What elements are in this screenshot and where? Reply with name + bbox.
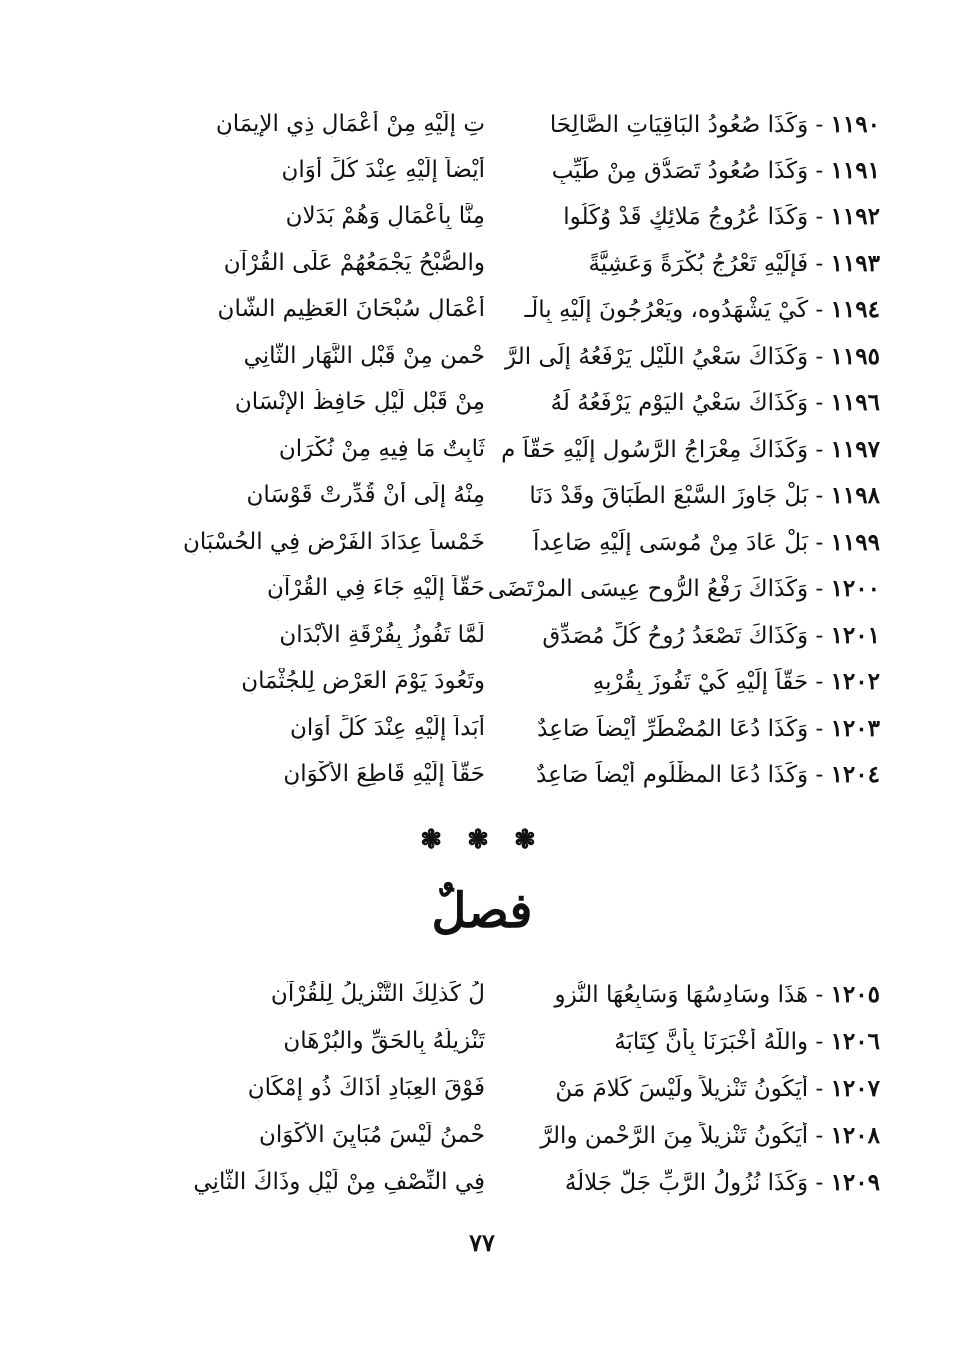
- verse-1202: ١٢٠٢ - حَقّاً إِلَيْهِ كَيْ تَفُوزَ بِقُرْبِهِ وتَعُودَ يَوْمَ العَرْضِ لِلجُثْمَانِ: [241, 667, 880, 695]
- verse-1195: ١١٩٥ - وَكَذَاكَ سَعْيُ اللَّيْلِ يَرْفَعُهُ إِلَى الرَّ حْمنِ مِنْ قَبْلِ النَّهَارِ الثَّانِي: [243, 342, 880, 370]
- section-heading: فصلٌ: [431, 883, 533, 939]
- verse-1201: ١٢٠١ - وَكَذَاكَ تَصْعَدُ رُوحُ كُلِّ مُصَدِّقٍ لَمَّا تَفُوزُ بِفُرْقَةِ الأَبْدَانِ: [279, 621, 880, 649]
- verse-1205: ١٢٠٥ - هَذَا وسَادِسُهَا وَسَابِعُهَا النُّزو لُ كَذلِكَ التَّنْزِيلُ لِلْقُرْآنِ: [270, 980, 880, 1008]
- page-number: ٧٧: [469, 1228, 495, 1257]
- verse-1191: ١١٩١ - وَكَذَا صُعُودُ تَصَدُّقٍ مِنْ طَيِّبٍ أَيْضاً إِلَيْهِ عِنْدَ كُلِّ أَوَانِ: [281, 156, 880, 184]
- verse-1199: ١١٩٩ - بَلْ عَادَ مِنْ مُوسَى إِلَيْهِ صَاعِداً خَمْساً عِدَادَ الفَرْضِ فِي الحُسْبَانِ: [182, 528, 880, 556]
- verse-1200: ١٢٠٠ - وَكَذَاكَ رَفْعُ الرُّوحِ عِيسَى المرْتَضَى حَقّاً إِلَيْهِ جَاءَ فِي القُرْآنِ: [267, 574, 880, 602]
- verse-1193: ١١٩٣ - فَإِلَيْهِ تَعْرُجُ بُكْرَةً وَعَشِيَّةً والصُّبْحُ يَجْمَعُهُمْ عَلَى القُرْآنِ: [223, 249, 880, 277]
- verse-1203: ١٢٠٣ - وَكَذَا دُعَا المُضْطَرِّ أَيْضاً صَاعِدٌ أَبَداً إِلَيْهِ عِنْدَ كُلِّ أَوَانِ: [289, 714, 880, 742]
- section-separator: ❃ ❃ ❃: [420, 825, 544, 855]
- verse-1192: ١١٩٢ - وَكَذَا عُرُوجُ مَلائِكٍ قَدْ وُكِّلُوا مِنَّا بِأَعْمَالٍ وَهُمْ بَدَلانِ: [285, 202, 880, 230]
- verse-1209: ١٢٠٩ - وَكَذَا نُزُولُ الرَّبِّ جَلَّ جَلالُهُ فِي النِّصْفِ مِنْ لَيْلٍ وذَاكَ الثَّانِي: [193, 1168, 880, 1196]
- verse-1198: ١١٩٨ - بَلْ جَاوزَ السَّبْعَ الطِّبَاقَ وقَدْ دَنَا مِنْهُ إِلَى أَنْ قُدِّرتْ قَوْسَانِ: [246, 481, 880, 509]
- verse-1196: ١١٩٦ - وَكَذَاكَ سَعْيُ اليَوْمِ يَرْفَعُهُ لَهُ مِنْ قَبْلِ لَيْلٍ حَافِظُ الإِنْسَانِ: [234, 388, 880, 416]
- verse-1197: ١١٩٧ - وَكَذَاكَ مِعْرَاجُ الرَّسُولِ إِلَيْهِ حَقّاً م ثَابِتٌ مَا فِيهِ مِنْ نُكْرَانِ: [278, 435, 880, 463]
- verse-1204: ١٢٠٤ - وَكَذَا دُعَا المظْلُومِ أَيْضاً صَاعِدٌ حَقّاً إِلَيْهِ قَاطِعَ الأَكْوَانِ: [283, 760, 880, 788]
- verse-1194: ١١٩٤ - كَيْ يَشْهَدُوه، ويَعْرُجُونَ إِلَيْهِ بِالْـ أَعْمَالِ سُبْحَانَ العَظِيمِ الشَّانِ: [217, 295, 880, 323]
- verse-1190: ١١٩٠ - وَكَذَا صُعُودُ البَاقِيَاتِ الصَّالِحَا تِ إِلَيْهِ مِنْ أَعْمَالِ ذِي الإِيمَانِ: [215, 110, 880, 138]
- verse-1206: ١٢٠٦ - واللَّهُ أَخْبَرَنَا بِأَنَّ كِتَابَهُ تَنْزِيلُهُ بِالحَقِّ والبُرْهَانِ: [283, 1027, 880, 1055]
- verse-1207: ١٢٠٧ - أَيَكُونُ تَنْزِيلاً ولَيْسَ كَلامَ مَنْ فَوْقَ العِبَادِ أَذَاكَ ذُو إِمْكَانِ: [247, 1074, 880, 1102]
- verse-1208: ١٢٠٨ - أَيَكُونُ تَنْزِيلاً مِنَ الرَّحْمنِ والرَّ حْمنُ لَيْسَ مُبَايِنَ الأَكْوَانِ: [258, 1121, 880, 1149]
